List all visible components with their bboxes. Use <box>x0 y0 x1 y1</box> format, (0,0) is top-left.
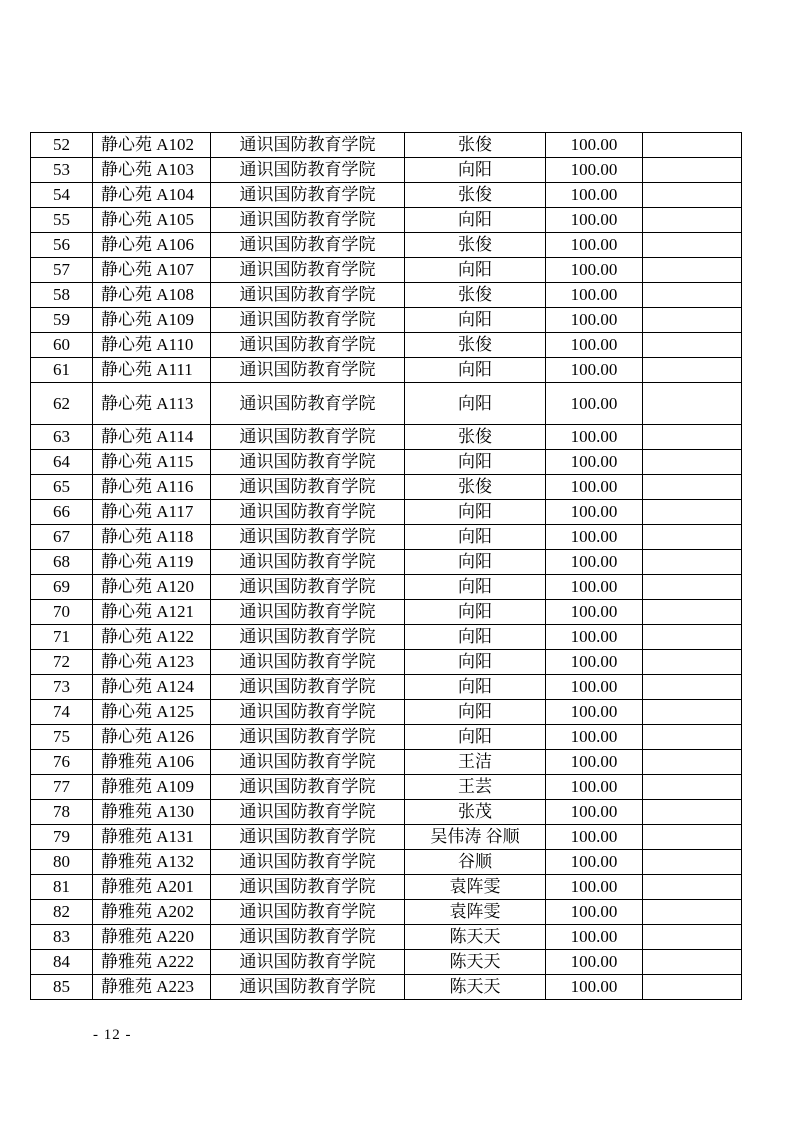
table-row <box>31 383 742 425</box>
note-cell <box>643 825 742 850</box>
note-cell <box>643 333 742 358</box>
amount-cell: 100.00 <box>546 133 643 158</box>
row-number-cell: 59 <box>31 308 93 333</box>
department-cell: 通识国防教育学院 <box>211 233 405 258</box>
note-cell <box>643 850 742 875</box>
table-row <box>31 900 742 925</box>
room-cell: 静雅苑 A109 <box>93 775 211 800</box>
room-cell: 静心苑 A122 <box>93 625 211 650</box>
person-cell: 向阳 <box>405 625 546 650</box>
note-cell <box>643 233 742 258</box>
department-cell: 通识国防教育学院 <box>211 600 405 625</box>
note-cell <box>643 725 742 750</box>
room-cell: 静雅苑 A131 <box>93 825 211 850</box>
row-number-cell: 78 <box>31 800 93 825</box>
dormitory-fee-table <box>30 132 742 1000</box>
note-cell <box>643 875 742 900</box>
table-row <box>31 183 742 208</box>
row-number-cell: 69 <box>31 575 93 600</box>
table-row <box>31 308 742 333</box>
room-cell: 静心苑 A114 <box>93 425 211 450</box>
row-number-cell: 85 <box>31 975 93 1000</box>
person-cell: 向阳 <box>405 600 546 625</box>
room-cell: 静心苑 A119 <box>93 550 211 575</box>
room-cell: 静心苑 A117 <box>93 500 211 525</box>
department-cell: 通识国防教育学院 <box>211 500 405 525</box>
table-row <box>31 875 742 900</box>
room-cell: 静心苑 A123 <box>93 650 211 675</box>
amount-cell: 100.00 <box>546 975 643 1000</box>
amount-cell: 100.00 <box>546 675 643 700</box>
person-cell: 向阳 <box>405 158 546 183</box>
room-cell: 静心苑 A125 <box>93 700 211 725</box>
row-number-cell: 71 <box>31 625 93 650</box>
amount-cell: 100.00 <box>546 850 643 875</box>
note-cell <box>643 183 742 208</box>
room-cell: 静雅苑 A222 <box>93 950 211 975</box>
room-cell: 静雅苑 A223 <box>93 975 211 1000</box>
department-cell: 通识国防教育学院 <box>211 208 405 233</box>
table-row <box>31 233 742 258</box>
table-row <box>31 500 742 525</box>
amount-cell: 100.00 <box>546 900 643 925</box>
room-cell: 静雅苑 A201 <box>93 875 211 900</box>
row-number-cell: 67 <box>31 525 93 550</box>
room-cell: 静雅苑 A130 <box>93 800 211 825</box>
note-cell <box>643 208 742 233</box>
row-number-cell: 84 <box>31 950 93 975</box>
table-row <box>31 283 742 308</box>
room-cell: 静心苑 A121 <box>93 600 211 625</box>
room-cell: 静心苑 A108 <box>93 283 211 308</box>
row-number-cell: 61 <box>31 358 93 383</box>
row-number-cell: 83 <box>31 925 93 950</box>
table-row <box>31 600 742 625</box>
row-number-cell: 58 <box>31 283 93 308</box>
department-cell: 通识国防教育学院 <box>211 850 405 875</box>
person-cell: 吴伟涛 谷顺 <box>405 825 546 850</box>
person-cell: 向阳 <box>405 500 546 525</box>
amount-cell: 100.00 <box>546 475 643 500</box>
table-row <box>31 725 742 750</box>
row-number-cell: 57 <box>31 258 93 283</box>
row-number-cell: 64 <box>31 450 93 475</box>
row-number-cell: 60 <box>31 333 93 358</box>
amount-cell: 100.00 <box>546 750 643 775</box>
person-cell: 张俊 <box>405 333 546 358</box>
row-number-cell: 55 <box>31 208 93 233</box>
row-number-cell: 79 <box>31 825 93 850</box>
person-cell: 陈天天 <box>405 975 546 1000</box>
amount-cell: 100.00 <box>546 950 643 975</box>
department-cell: 通识国防教育学院 <box>211 950 405 975</box>
department-cell: 通识国防教育学院 <box>211 825 405 850</box>
note-cell <box>643 650 742 675</box>
note-cell <box>643 700 742 725</box>
amount-cell: 100.00 <box>546 525 643 550</box>
note-cell <box>643 358 742 383</box>
note-cell <box>643 900 742 925</box>
department-cell: 通识国防教育学院 <box>211 700 405 725</box>
amount-cell: 100.00 <box>546 450 643 475</box>
room-cell: 静心苑 A103 <box>93 158 211 183</box>
room-cell: 静雅苑 A202 <box>93 900 211 925</box>
department-cell: 通识国防教育学院 <box>211 675 405 700</box>
table-body <box>31 133 742 1000</box>
table-row <box>31 850 742 875</box>
amount-cell: 100.00 <box>546 625 643 650</box>
note-cell <box>643 800 742 825</box>
person-cell: 向阳 <box>405 450 546 475</box>
amount-cell: 100.00 <box>546 825 643 850</box>
department-cell: 通识国防教育学院 <box>211 625 405 650</box>
row-number-cell: 56 <box>31 233 93 258</box>
amount-cell: 100.00 <box>546 333 643 358</box>
amount-cell: 100.00 <box>546 600 643 625</box>
note-cell <box>643 133 742 158</box>
person-cell: 向阳 <box>405 700 546 725</box>
person-cell: 向阳 <box>405 383 546 425</box>
table-row <box>31 450 742 475</box>
person-cell: 向阳 <box>405 525 546 550</box>
room-cell: 静心苑 A102 <box>93 133 211 158</box>
department-cell: 通识国防教育学院 <box>211 450 405 475</box>
person-cell: 袁阵雯 <box>405 875 546 900</box>
amount-cell: 100.00 <box>546 358 643 383</box>
department-cell: 通识国防教育学院 <box>211 575 405 600</box>
table-row <box>31 825 742 850</box>
department-cell: 通识国防教育学院 <box>211 358 405 383</box>
note-cell <box>643 525 742 550</box>
person-cell: 张俊 <box>405 425 546 450</box>
note-cell <box>643 308 742 333</box>
amount-cell: 100.00 <box>546 283 643 308</box>
row-number-cell: 74 <box>31 700 93 725</box>
note-cell <box>643 158 742 183</box>
row-number-cell: 81 <box>31 875 93 900</box>
room-cell: 静心苑 A105 <box>93 208 211 233</box>
amount-cell: 100.00 <box>546 258 643 283</box>
note-cell <box>643 950 742 975</box>
amount-cell: 100.00 <box>546 233 643 258</box>
amount-cell: 100.00 <box>546 158 643 183</box>
note-cell <box>643 383 742 425</box>
note-cell <box>643 775 742 800</box>
person-cell: 张茂 <box>405 800 546 825</box>
row-number-cell: 70 <box>31 600 93 625</box>
row-number-cell: 76 <box>31 750 93 775</box>
note-cell <box>643 283 742 308</box>
note-cell <box>643 675 742 700</box>
note-cell <box>643 500 742 525</box>
room-cell: 静雅苑 A132 <box>93 850 211 875</box>
table-row <box>31 975 742 1000</box>
row-number-cell: 77 <box>31 775 93 800</box>
table-row <box>31 208 742 233</box>
amount-cell: 100.00 <box>546 650 643 675</box>
table-row <box>31 575 742 600</box>
department-cell: 通识国防教育学院 <box>211 900 405 925</box>
table-row <box>31 425 742 450</box>
room-cell: 静心苑 A118 <box>93 525 211 550</box>
table-row <box>31 525 742 550</box>
room-cell: 静心苑 A106 <box>93 233 211 258</box>
room-cell: 静心苑 A126 <box>93 725 211 750</box>
department-cell: 通识国防教育学院 <box>211 183 405 208</box>
room-cell: 静心苑 A111 <box>93 358 211 383</box>
table-row <box>31 158 742 183</box>
person-cell: 向阳 <box>405 308 546 333</box>
table-row <box>31 133 742 158</box>
amount-cell: 100.00 <box>546 575 643 600</box>
person-cell: 向阳 <box>405 725 546 750</box>
department-cell: 通识国防教育学院 <box>211 158 405 183</box>
row-number-cell: 62 <box>31 383 93 425</box>
row-number-cell: 68 <box>31 550 93 575</box>
row-number-cell: 75 <box>31 725 93 750</box>
amount-cell: 100.00 <box>546 308 643 333</box>
person-cell: 向阳 <box>405 208 546 233</box>
department-cell: 通识国防教育学院 <box>211 383 405 425</box>
table-row <box>31 625 742 650</box>
table-row <box>31 650 742 675</box>
department-cell: 通识国防教育学院 <box>211 800 405 825</box>
note-cell <box>643 425 742 450</box>
note-cell <box>643 575 742 600</box>
row-number-cell: 53 <box>31 158 93 183</box>
person-cell: 张俊 <box>405 283 546 308</box>
department-cell: 通识国防教育学院 <box>211 725 405 750</box>
table-row <box>31 925 742 950</box>
table-row <box>31 950 742 975</box>
room-cell: 静心苑 A115 <box>93 450 211 475</box>
amount-cell: 100.00 <box>546 500 643 525</box>
row-number-cell: 52 <box>31 133 93 158</box>
note-cell <box>643 550 742 575</box>
department-cell: 通识国防教育学院 <box>211 133 405 158</box>
person-cell: 陈天天 <box>405 950 546 975</box>
person-cell: 向阳 <box>405 675 546 700</box>
table-row <box>31 700 742 725</box>
table-row <box>31 800 742 825</box>
person-cell: 王洁 <box>405 750 546 775</box>
amount-cell: 100.00 <box>546 875 643 900</box>
person-cell: 向阳 <box>405 575 546 600</box>
department-cell: 通识国防教育学院 <box>211 775 405 800</box>
person-cell: 张俊 <box>405 183 546 208</box>
row-number-cell: 63 <box>31 425 93 450</box>
room-cell: 静心苑 A113 <box>93 383 211 425</box>
department-cell: 通识国防教育学院 <box>211 475 405 500</box>
amount-cell: 100.00 <box>546 550 643 575</box>
department-cell: 通识国防教育学院 <box>211 308 405 333</box>
table-row <box>31 775 742 800</box>
row-number-cell: 65 <box>31 475 93 500</box>
department-cell: 通识国防教育学院 <box>211 425 405 450</box>
department-cell: 通识国防教育学院 <box>211 283 405 308</box>
note-cell <box>643 625 742 650</box>
person-cell: 向阳 <box>405 358 546 383</box>
room-cell: 静心苑 A109 <box>93 308 211 333</box>
table-row <box>31 258 742 283</box>
room-cell: 静雅苑 A106 <box>93 750 211 775</box>
amount-cell: 100.00 <box>546 425 643 450</box>
note-cell <box>643 975 742 1000</box>
amount-cell: 100.00 <box>546 208 643 233</box>
amount-cell: 100.00 <box>546 700 643 725</box>
page-number: - 12 - <box>93 1027 132 1043</box>
person-cell: 向阳 <box>405 550 546 575</box>
table-row <box>31 475 742 500</box>
note-cell <box>643 925 742 950</box>
room-cell: 静心苑 A120 <box>93 575 211 600</box>
department-cell: 通识国防教育学院 <box>211 525 405 550</box>
table-row <box>31 358 742 383</box>
amount-cell: 100.00 <box>546 383 643 425</box>
amount-cell: 100.00 <box>546 183 643 208</box>
amount-cell: 100.00 <box>546 925 643 950</box>
note-cell <box>643 600 742 625</box>
department-cell: 通识国防教育学院 <box>211 550 405 575</box>
department-cell: 通识国防教育学院 <box>211 750 405 775</box>
amount-cell: 100.00 <box>546 725 643 750</box>
note-cell <box>643 750 742 775</box>
row-number-cell: 73 <box>31 675 93 700</box>
note-cell <box>643 475 742 500</box>
room-cell: 静心苑 A124 <box>93 675 211 700</box>
room-cell: 静心苑 A104 <box>93 183 211 208</box>
department-cell: 通识国防教育学院 <box>211 650 405 675</box>
person-cell: 谷顺 <box>405 850 546 875</box>
person-cell: 王芸 <box>405 775 546 800</box>
department-cell: 通识国防教育学院 <box>211 258 405 283</box>
person-cell: 向阳 <box>405 258 546 283</box>
department-cell: 通识国防教育学院 <box>211 333 405 358</box>
table-row <box>31 750 742 775</box>
department-cell: 通识国防教育学院 <box>211 975 405 1000</box>
table-row <box>31 550 742 575</box>
row-number-cell: 66 <box>31 500 93 525</box>
row-number-cell: 82 <box>31 900 93 925</box>
row-number-cell: 54 <box>31 183 93 208</box>
room-cell: 静心苑 A110 <box>93 333 211 358</box>
note-cell <box>643 450 742 475</box>
table-row <box>31 675 742 700</box>
amount-cell: 100.00 <box>546 800 643 825</box>
row-number-cell: 72 <box>31 650 93 675</box>
department-cell: 通识国防教育学院 <box>211 875 405 900</box>
room-cell: 静雅苑 A220 <box>93 925 211 950</box>
table-row <box>31 333 742 358</box>
person-cell: 袁阵雯 <box>405 900 546 925</box>
person-cell: 陈天天 <box>405 925 546 950</box>
room-cell: 静心苑 A107 <box>93 258 211 283</box>
person-cell: 张俊 <box>405 133 546 158</box>
room-cell: 静心苑 A116 <box>93 475 211 500</box>
row-number-cell: 80 <box>31 850 93 875</box>
person-cell: 张俊 <box>405 233 546 258</box>
person-cell: 张俊 <box>405 475 546 500</box>
department-cell: 通识国防教育学院 <box>211 925 405 950</box>
amount-cell: 100.00 <box>546 775 643 800</box>
note-cell <box>643 258 742 283</box>
person-cell: 向阳 <box>405 650 546 675</box>
